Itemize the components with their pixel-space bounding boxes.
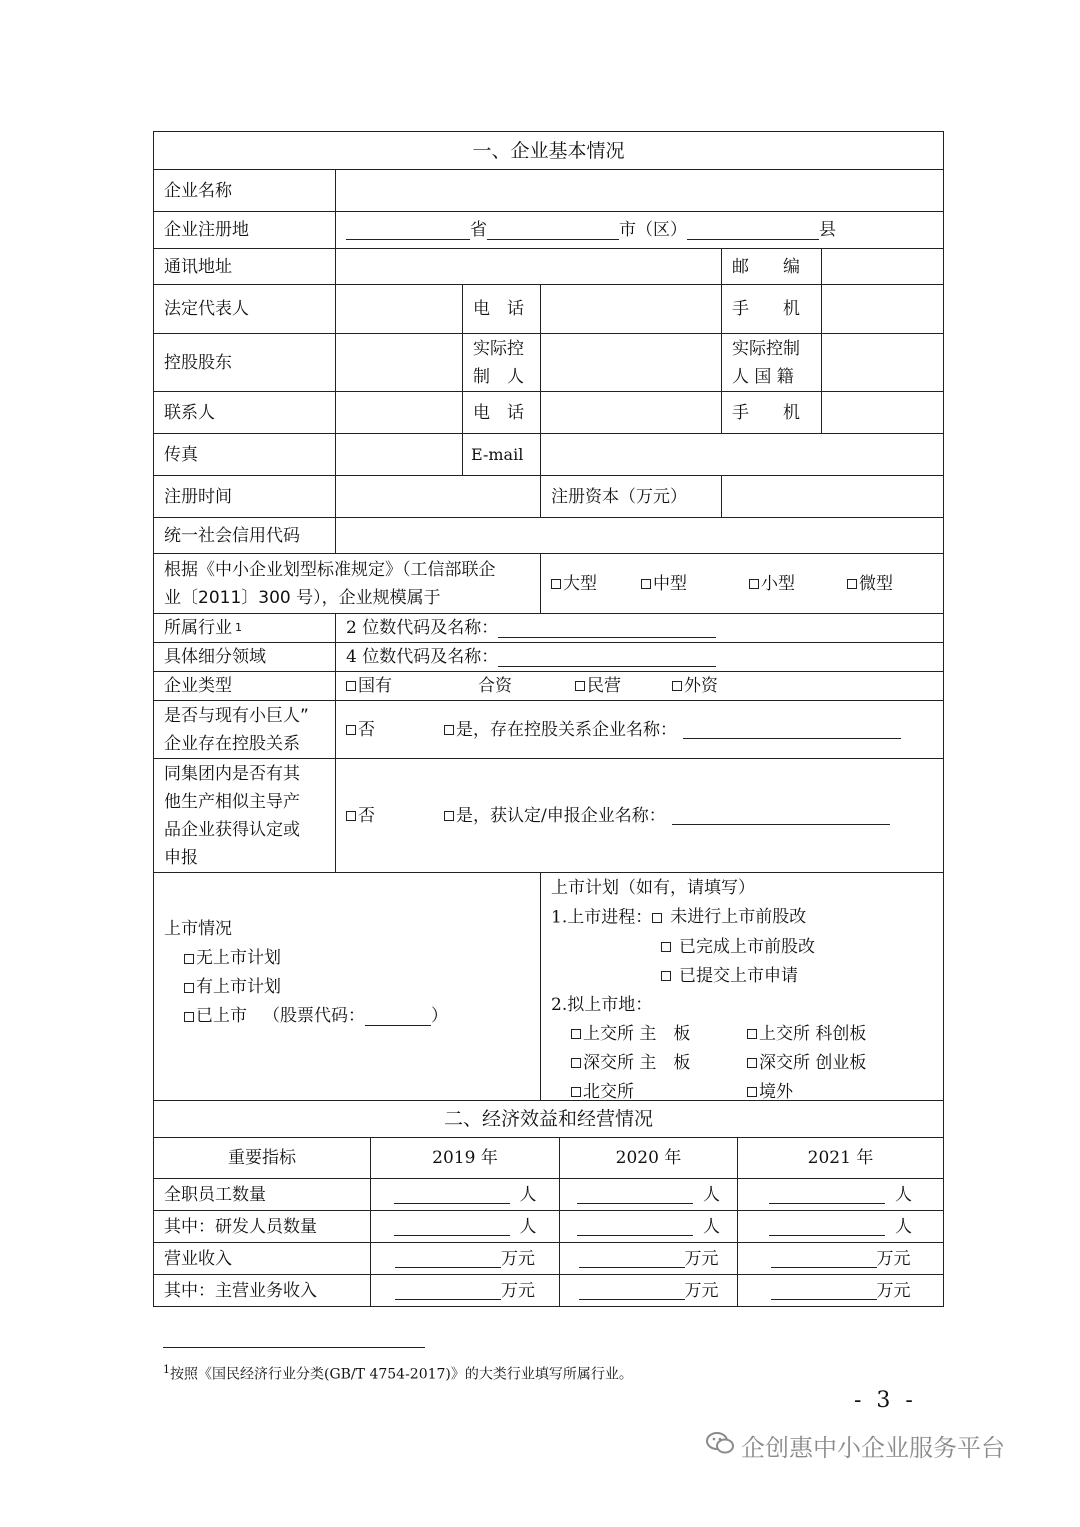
- footnote-divider: [163, 1347, 425, 1348]
- checkbox-icon: [847, 579, 857, 589]
- province-text: 省: [470, 220, 487, 240]
- checkbox-icon: [551, 579, 561, 589]
- giant-relation-line2: 企业存在控股关系: [164, 733, 300, 754]
- actual-controller-field[interactable]: [540, 334, 721, 391]
- industry-field: [335, 614, 943, 642]
- econ-value-2020[interactable]: 人: [559, 1211, 737, 1242]
- giant-option-no[interactable]: 否: [346, 716, 444, 744]
- econ-value-2019[interactable]: 万元: [370, 1243, 559, 1274]
- legal-rep-row: [154, 284, 943, 333]
- econ-value-2020[interactable]: 人: [559, 1179, 737, 1210]
- progress-option-2[interactable]: 已完成上市前股改: [661, 933, 815, 962]
- econ-header-row: [154, 1137, 943, 1178]
- subfield-label: 具体细分领域: [164, 647, 266, 667]
- venue-option-szse-main[interactable]: 深交所 主 板: [571, 1049, 747, 1078]
- industry-label: 所属行业 1: [154, 614, 335, 642]
- econ-header-indicator: 重要指标: [228, 1148, 296, 1168]
- venue-option-sse-star[interactable]: 上交所 科创板: [747, 1020, 866, 1049]
- company-name-row: [154, 169, 943, 211]
- econ-header-2020: 2020 年: [559, 1138, 737, 1178]
- actual-controller-label: [462, 334, 540, 391]
- contact-mobile-label: 手 机: [721, 392, 821, 433]
- reg-capital-field[interactable]: [721, 476, 943, 517]
- econ-value-2021[interactable]: 人: [737, 1211, 943, 1242]
- type-option-state[interactable]: 国有: [346, 672, 478, 700]
- controller-nationality-field[interactable]: [821, 334, 943, 391]
- actual-controller-line2: 制 人: [473, 366, 524, 387]
- address-row: [154, 248, 943, 284]
- venue-option-szse-gem[interactable]: 深交所 创业板: [747, 1049, 866, 1078]
- postcode-field[interactable]: [821, 249, 943, 284]
- checkbox-icon: [571, 1058, 581, 1068]
- scale-label-line2: 业〔2011〕300 号），企业规模属于: [164, 587, 441, 608]
- email-label: E-mail: [462, 434, 540, 475]
- fax-row: [154, 433, 943, 475]
- progress-option-1[interactable]: 未进行上市前股改: [652, 903, 806, 932]
- legal-rep-label: 法定代表人: [164, 299, 249, 319]
- econ-value-2021[interactable]: 万元: [737, 1243, 943, 1274]
- venue-option-sse-main[interactable]: 上交所 主 板: [571, 1020, 747, 1049]
- econ-label: 其中：主营业务收入: [164, 1280, 317, 1301]
- overseas-blank[interactable]: [793, 1083, 855, 1101]
- section2-header-row: [154, 1100, 943, 1137]
- fax-field[interactable]: [335, 434, 462, 475]
- venue-label: 2.拟上市地：: [551, 994, 653, 1015]
- checkbox-icon: [661, 971, 671, 981]
- listing-option-none[interactable]: 无上市计划: [184, 944, 281, 973]
- checkbox-icon: [749, 579, 759, 589]
- scale-label: [154, 554, 540, 613]
- company-type-label: 企业类型: [164, 676, 232, 696]
- company-type-row: [154, 671, 943, 700]
- group-company-blank[interactable]: [672, 806, 890, 825]
- contact-phone-field[interactable]: [540, 392, 721, 433]
- scale-option-small[interactable]: 小型: [749, 570, 847, 598]
- legal-rep-phone-field[interactable]: [540, 285, 721, 333]
- checkbox-icon: [571, 1087, 581, 1097]
- econ-header-2019: 2019 年: [370, 1138, 559, 1178]
- section2-title: 二、经济效益和经营情况: [443, 1108, 653, 1130]
- legal-rep-mobile-field[interactable]: [821, 285, 943, 333]
- group-label: [154, 759, 335, 872]
- scale-options: [540, 554, 943, 613]
- contact-field[interactable]: [335, 392, 462, 433]
- econ-value-2020[interactable]: 万元: [559, 1275, 737, 1306]
- econ-label: 全职员工数量: [164, 1184, 266, 1205]
- venue-line1: [571, 1020, 866, 1049]
- checkbox-icon: [184, 1012, 194, 1022]
- checkbox-icon: [747, 1029, 757, 1039]
- checkbox-icon: [661, 942, 671, 952]
- checkbox-icon: [747, 1087, 757, 1097]
- reg-place-field[interactable]: [335, 212, 943, 248]
- group-options: [335, 759, 943, 872]
- industry-row: [154, 613, 943, 642]
- contact-mobile-field[interactable]: [821, 392, 943, 433]
- reg-place-label: 企业注册地: [164, 220, 249, 240]
- checkbox-icon: [444, 725, 454, 735]
- checkbox-icon: [184, 954, 194, 964]
- subfield-code-blank[interactable]: [498, 648, 716, 667]
- group-option-yes[interactable]: 是，获认定/申报企业名称：: [444, 802, 666, 830]
- address-label: 通讯地址: [164, 256, 232, 277]
- group-option-no[interactable]: 否: [346, 802, 444, 830]
- checkbox-icon: [672, 681, 682, 691]
- plan-title: 上市计划（如有，请填写）: [551, 878, 755, 898]
- listing-status: [154, 873, 540, 1100]
- page-number: - 3 -: [854, 1388, 917, 1413]
- actual-controller-line1: 实际控: [473, 338, 524, 359]
- controller-nationality-line1: 实际控制: [732, 338, 800, 359]
- footnote-mark: 1: [163, 1363, 170, 1376]
- footnote-text: 按照《国民经济行业分类(GB/T 4754-2017)》的大类行业填写所属行业。: [170, 1366, 633, 1383]
- stock-code-close: ）: [431, 1006, 448, 1026]
- econ-value-2021[interactable]: 万元: [737, 1275, 943, 1306]
- checkbox-icon: [346, 681, 356, 691]
- scale-option-large[interactable]: 大型: [551, 570, 641, 598]
- listing-option-listed[interactable]: 已上市 （股票代码： ）: [184, 1002, 448, 1031]
- company-name-field[interactable]: [335, 170, 943, 211]
- venue-line2: [571, 1049, 866, 1078]
- reg-time-field[interactable]: [335, 476, 540, 517]
- checkbox-icon: [652, 913, 662, 923]
- watermark: [705, 1428, 1005, 1463]
- reg-time-label: 注册时间: [164, 486, 232, 507]
- econ-value-2019[interactable]: 人: [370, 1179, 559, 1210]
- econ-row-revenue: [154, 1242, 943, 1274]
- econ-header-2021: 2021 年: [737, 1138, 943, 1178]
- credit-code-label: 统一社会信用代码: [164, 525, 300, 546]
- group-row: [154, 758, 943, 872]
- checkbox-icon: [184, 983, 194, 993]
- econ-value-2021[interactable]: 人: [737, 1179, 943, 1210]
- group-label-line4: 申报: [164, 847, 198, 868]
- reg-time-row: [154, 475, 943, 517]
- address-field[interactable]: [335, 249, 721, 284]
- contact-row: [154, 391, 943, 433]
- shareholder-row: [154, 333, 943, 391]
- scale-option-micro[interactable]: 微型: [847, 570, 893, 598]
- scale-label-line1: 根据《中小企业划型标准规定》（工信部联企: [164, 559, 496, 580]
- type-option-private[interactable]: 民营: [575, 672, 672, 700]
- footnote: [163, 1363, 633, 1384]
- contact-label: 联系人: [164, 402, 215, 423]
- section1-title: 一、企业基本情况: [472, 139, 625, 162]
- type-option-joint[interactable]: 合资: [478, 676, 512, 696]
- shareholder-field[interactable]: [335, 334, 462, 391]
- venue-line3: [571, 1078, 855, 1101]
- giant-option-yes[interactable]: 是，存在控股关系企业名称：: [444, 716, 677, 744]
- postcode-label: 邮 编: [721, 249, 821, 284]
- econ-label: 营业收入: [164, 1248, 232, 1269]
- credit-code-row: [154, 517, 943, 553]
- section1-header-row: [154, 132, 943, 169]
- venue-option-overseas[interactable]: 境外: [747, 1078, 855, 1101]
- checkbox-icon: [575, 681, 585, 691]
- checkbox-icon: [346, 725, 356, 735]
- controller-nationality-label: [721, 334, 821, 391]
- econ-row-main-revenue: [154, 1274, 943, 1306]
- province-blank[interactable]: [346, 221, 470, 240]
- checkbox-icon: [571, 1029, 581, 1039]
- city-text: 市（区）: [619, 220, 687, 240]
- industry-code-label: 2 位数代码及名称：: [346, 618, 499, 638]
- fax-label: 传真: [164, 444, 198, 465]
- reg-capital-label: 注册资本（万元）: [540, 476, 721, 517]
- stock-code-blank[interactable]: [365, 1007, 431, 1026]
- controller-nationality-line2: 人 国 籍: [732, 366, 794, 387]
- giant-relation-label: [154, 701, 335, 758]
- contact-phone-label: 电 话: [462, 392, 540, 433]
- enterprise-info-form: [153, 131, 944, 1307]
- subfield-code-label: 4 位数代码及名称：: [346, 647, 499, 667]
- scale-option-medium[interactable]: 中型: [641, 570, 749, 598]
- stock-code-label: （股票代码：: [263, 1006, 365, 1026]
- type-option-foreign[interactable]: 外资: [672, 672, 718, 700]
- econ-row-rd-staff: [154, 1210, 943, 1242]
- county-text: 县: [819, 220, 836, 240]
- giant-relation-row: [154, 700, 943, 758]
- credit-code-field[interactable]: [335, 518, 943, 553]
- giant-company-blank[interactable]: [683, 720, 901, 739]
- listing-row: [154, 872, 943, 1100]
- plan-progress-line1: 1.上市进程： 未进行上市前股改: [551, 903, 806, 933]
- giant-relation-options: [335, 701, 943, 758]
- legal-rep-phone-label: 电 话: [462, 285, 540, 333]
- group-label-line1: 同集团内是否有其: [164, 763, 300, 784]
- footnote-ref: 1: [235, 621, 242, 634]
- progress-option-3[interactable]: 已提交上市申请: [661, 962, 798, 991]
- econ-row-staff: [154, 1178, 943, 1210]
- econ-value-2019[interactable]: 万元: [370, 1275, 559, 1306]
- group-label-line3: 品企业获得认定或: [164, 819, 300, 840]
- scale-row: [154, 553, 943, 613]
- checkbox-icon: [346, 811, 356, 821]
- econ-label: 其中：研发人员数量: [164, 1216, 317, 1237]
- econ-value-2019[interactable]: 人: [370, 1211, 559, 1242]
- group-label-line2: 他生产相似主导产: [164, 791, 300, 812]
- checkbox-icon: [444, 811, 454, 821]
- subfield-field: [335, 643, 943, 671]
- watermark-text: 企创惠中小企业服务平台: [741, 1434, 1005, 1462]
- county-blank[interactable]: [687, 221, 819, 240]
- checkbox-icon: [641, 579, 651, 589]
- company-name-label: 企业名称: [164, 180, 232, 201]
- legal-rep-field[interactable]: [335, 285, 462, 333]
- listing-title: 上市情况: [164, 919, 232, 939]
- giant-relation-line1: 是否与现有小巨人”: [164, 705, 309, 726]
- legal-rep-mobile-label: 手 机: [721, 285, 821, 333]
- econ-value-2020[interactable]: 万元: [559, 1243, 737, 1274]
- listing-plan: [540, 873, 943, 1100]
- checkbox-icon: [747, 1058, 757, 1068]
- venue-option-bse[interactable]: 北交所: [571, 1078, 747, 1101]
- reg-place-row: [154, 211, 943, 248]
- city-blank[interactable]: [487, 221, 619, 240]
- company-type-options: [335, 672, 943, 700]
- subfield-row: [154, 642, 943, 671]
- listing-option-planned[interactable]: 有上市计划: [184, 973, 281, 1002]
- email-field[interactable]: [540, 434, 943, 475]
- wechat-icon: [705, 1430, 735, 1462]
- industry-code-blank[interactable]: [498, 619, 716, 638]
- shareholder-label: 控股股东: [164, 352, 232, 373]
